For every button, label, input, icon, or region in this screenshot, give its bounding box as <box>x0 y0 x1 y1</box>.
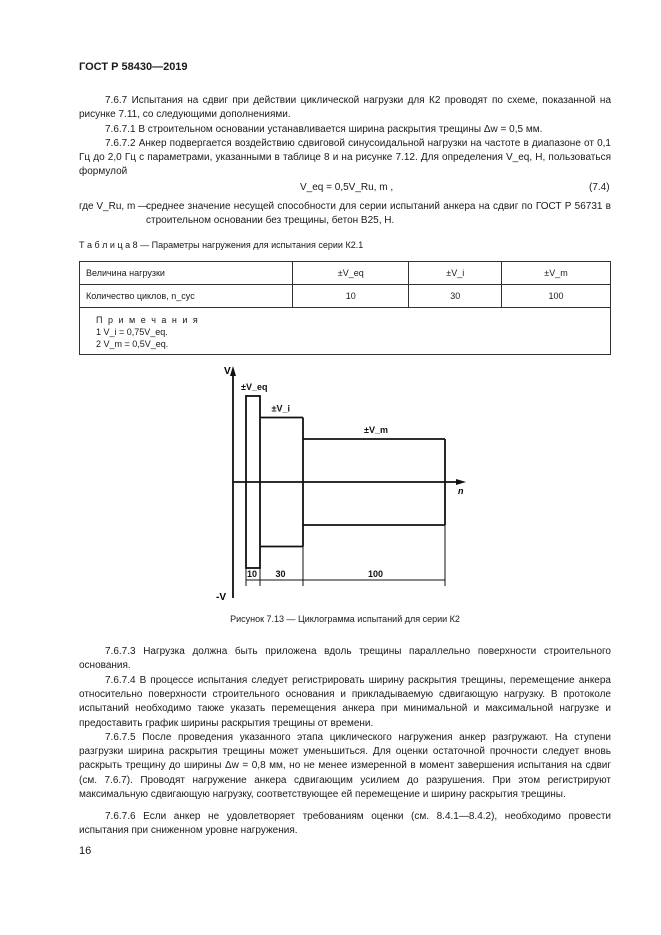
table-cell: 30 <box>409 285 502 308</box>
where-label: где V_Ru, m — <box>79 201 149 212</box>
table-notes <box>80 308 611 355</box>
table-cell: ±V_i <box>409 262 502 285</box>
bar-label-0: ±V_eq <box>241 382 268 392</box>
table-cell: Количество циклов, n_cyc <box>80 285 293 308</box>
formula-7-4: V_eq = 0,5V_Ru, m , <box>300 182 394 193</box>
table-8 <box>79 261 611 355</box>
table-cell: 10 <box>293 285 409 308</box>
note-2: 2 V_m = 0,5V_eq. <box>96 339 169 349</box>
cyclogram-chart <box>200 362 500 607</box>
table-cell: 100 <box>502 285 611 308</box>
paragraph-7-6-7-1: 7.6.7.1 В строительном основании устанавливается ширина раскрытия трещины Δw = 0,5 мм. <box>105 124 543 135</box>
note-1: 1 V_i = 0,75V_eq. <box>96 327 168 337</box>
paragraph-7-6-7-4: 7.6.7.4 В процессе испытания следует регистрировать ширину раскрытия трещины, перемещение анкера относительно поверхности строительного основания и прикладываемую сдвигающую нагрузку. В протоколе испытаний необходимо также указать перемещения анкера при минимальной и максимальной нагрузке и предоставить график ширины раскрытия трещины от времени. <box>79 675 611 729</box>
y-axis-label-bottom: -V <box>216 592 226 603</box>
table-title: Т а б л и ц а 8 — Параметры нагружения для испытания серии К2.1 <box>79 240 364 250</box>
x-axis-arrow <box>456 479 466 485</box>
where-definition: среднее значение несущей способности для серии испытаний анкера на сдвиг по ГОСТ Р 56731 в строительном основании без трещины, бетон В25, Н. <box>146 201 611 227</box>
figure-caption: Рисунок 7.13 — Циклограмма испытаний для серии К2 <box>230 614 460 624</box>
notes-title: П р и м е ч а н и я <box>96 315 200 325</box>
dimension-label-0: 10 <box>247 569 258 579</box>
table-row <box>80 262 611 285</box>
table-row <box>80 285 611 308</box>
table-row <box>80 308 611 355</box>
x-axis-label: n <box>458 486 464 496</box>
table-cell: Величина нагрузки <box>80 262 293 285</box>
formula-number: (7.4) <box>589 182 610 193</box>
table-cell: ±V_eq <box>293 262 409 285</box>
table-cell: ±V_m <box>502 262 611 285</box>
paragraph-7-6-7-5: 7.6.7.5 После проведения указанного этапа циклического нагружения анкер разгружают. На ступени разгрузки ширина раскрытия трещины может уменьшиться. Для оценки остаточной прочности следует вновь раскрыть трещину до ширины Δw = 0,8 мм, но не менее измеренной в момент завершения испытания на сдвиг (см. 7.6.7). Проводят нагружение анкера сдвигающим усилием до разрушения. При этом регистрируют максимальную сдвигающую нагрузку, соответствующее ей перемещение и ширину раскрытия трещины. <box>79 732 611 800</box>
dimension-label-1: 30 <box>275 569 286 579</box>
page-number: 16 <box>79 845 92 857</box>
bar-label-1: ±V_i <box>271 403 290 414</box>
paragraph-7-6-7-3: 7.6.7.3 Нагрузка должна быть приложена вдоль трещины параллельно поверхности строительного основания. <box>79 646 611 672</box>
paragraph-7-6-7: 7.6.7 Испытания на сдвиг при действии циклической нагрузки для К2 проводят по схеме, показанной на рисунке 7.11, со следующими дополнениями. <box>79 95 611 121</box>
paragraph-7-6-7-6: 7.6.7.6 Если анкер не удовлетворяет требованиям оценки (см. 8.4.1—8.4.2), необходимо провести испытания при сниженном уровне нагружения. <box>79 811 611 837</box>
paragraph-7-6-7-2: 7.6.7.2 Анкер подвергается воздействию сдвиговой синусоидальной нагрузки на частоте в диапазоне от 0,1 Гц до 2,0 Гц с параметрами, указанными в таблице 8 и на рисунке 7.12. Для определения V_eq, Н, пользоваться формулой <box>79 138 611 178</box>
bar-label-2: ±V_m <box>364 425 388 435</box>
y-axis-arrow <box>230 366 236 376</box>
dimension-label-2: 100 <box>368 569 384 579</box>
document-header: ГОСТ Р 58430—2019 <box>79 61 188 73</box>
y-axis-label-top: V <box>224 366 231 377</box>
